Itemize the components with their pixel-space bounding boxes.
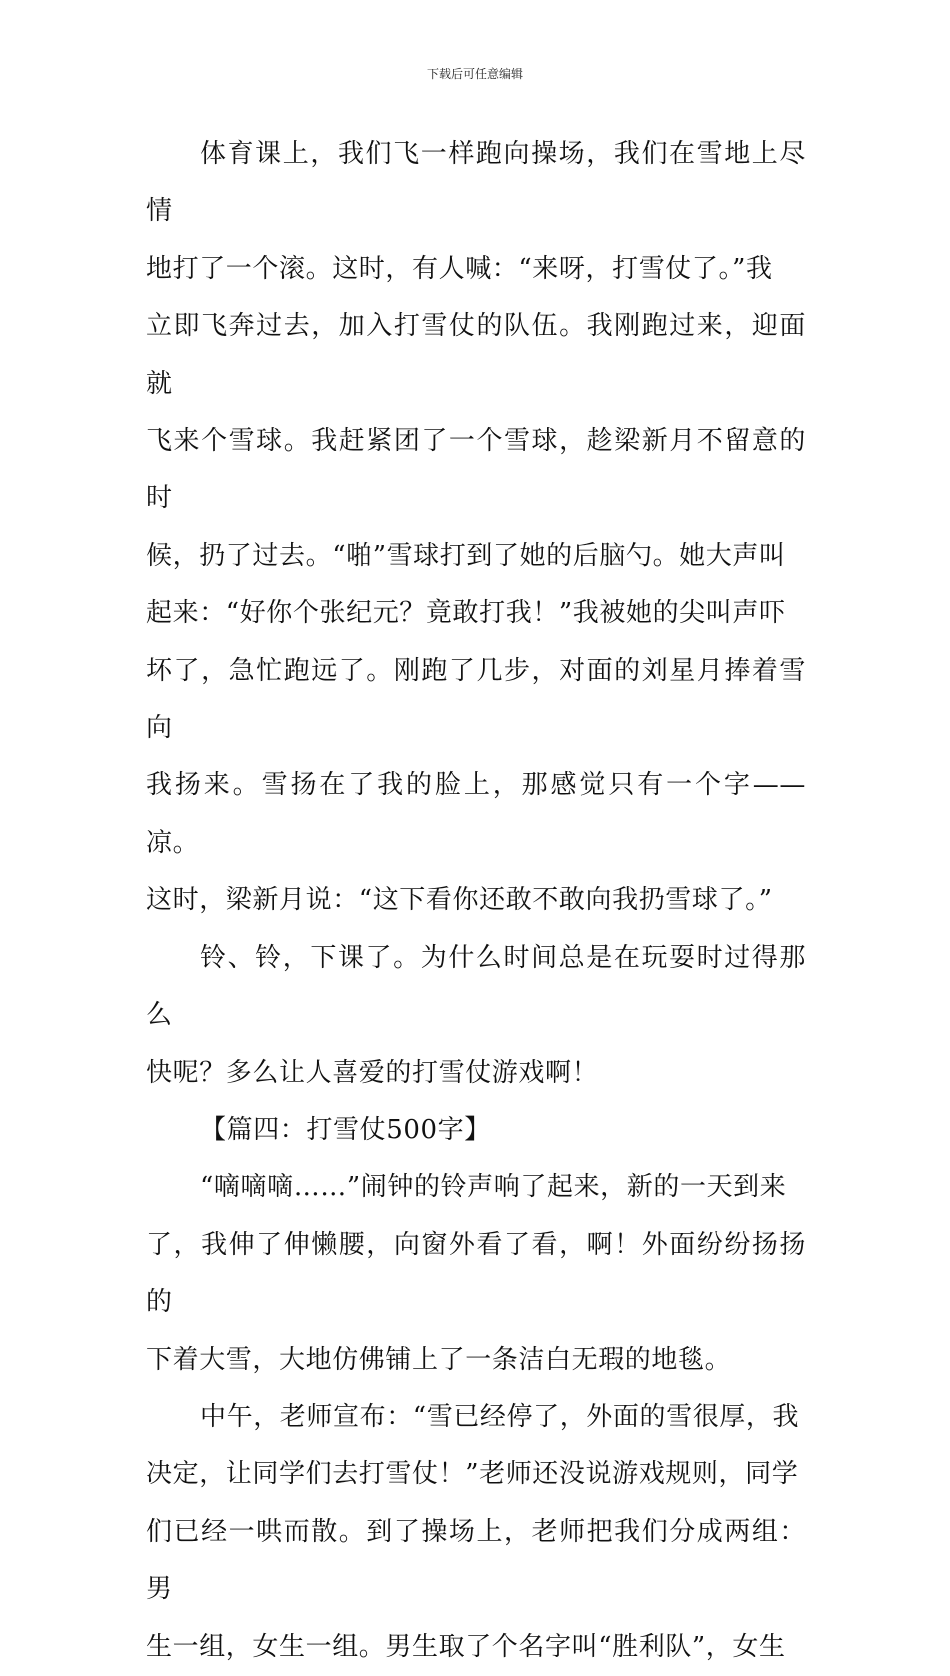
paragraph-alarm-clock xyxy=(146,1159,806,1389)
line: 们已经一哄而散。到了操场上，老师把我们分成两组：男 xyxy=(146,1516,806,1605)
line: 我扬来。雪扬在了我的脸上，那感觉只有一个字——凉。 xyxy=(146,770,806,858)
paragraph-snowball-fight xyxy=(146,126,806,930)
line: 了，我伸了伸懒腰，向窗外看了看，啊！外面纷纷扬扬的 xyxy=(146,1229,806,1318)
paragraph-teacher-announcement xyxy=(146,1389,806,1676)
line: 地打了一个滚。这时，有人喊：“来呀，打雪仗了。”我 xyxy=(146,253,773,284)
line: 快呢？多么让人喜爱的打雪仗游戏啊！ xyxy=(146,1057,599,1088)
line: 坏了，急忙跑远了。刚跑了几步，对面的刘星月捧着雪向 xyxy=(146,655,806,744)
line: 起来：“好你个张纪元？竟敢打我！”我被她的尖叫声吓 xyxy=(146,598,786,629)
line: 这时，梁新月说：“这下看你还敢不敢向我扔雪球了。” xyxy=(146,885,773,916)
line: 下着大雪，大地仿佛铺上了一条洁白无瑕的地毯。 xyxy=(146,1344,732,1375)
line: 生一组，女生一组。男生取了个名字叫“胜利队”，女生 xyxy=(146,1631,786,1662)
paragraph-class-over xyxy=(146,930,806,1102)
line: 体育课上，我们飞一样跑向操场，我们在雪地上尽情 xyxy=(146,139,806,227)
line: 决定，让同学们去打雪仗！”老师还没说游戏规则，同学 xyxy=(146,1459,799,1490)
line: 【篇四：打雪仗500字】 xyxy=(200,1114,491,1145)
line: “嘀嘀嘀……”闹钟的铃声响了起来，新的一天到来 xyxy=(200,1172,787,1203)
line: 立即飞奔过去，加入打雪仗的队伍。我刚跑过来，迎面就 xyxy=(146,311,806,399)
line: 铃、铃，下课了。为什么时间总是在玩耍时过得那么 xyxy=(146,942,806,1031)
line: 中午，老师宣布：“雪已经停了，外面的雪很厚，我 xyxy=(200,1401,800,1432)
line: 飞来个雪球。我赶紧团了一个雪球，趁梁新月不留意的时 xyxy=(146,426,806,514)
document-body xyxy=(146,126,806,1676)
line: 候，扔了过去。“啪”雪球打到了她的后脑勺。她大声叫 xyxy=(146,540,786,571)
section-heading xyxy=(146,1102,806,1159)
page-header: 下载后可任意编辑 xyxy=(426,67,523,81)
